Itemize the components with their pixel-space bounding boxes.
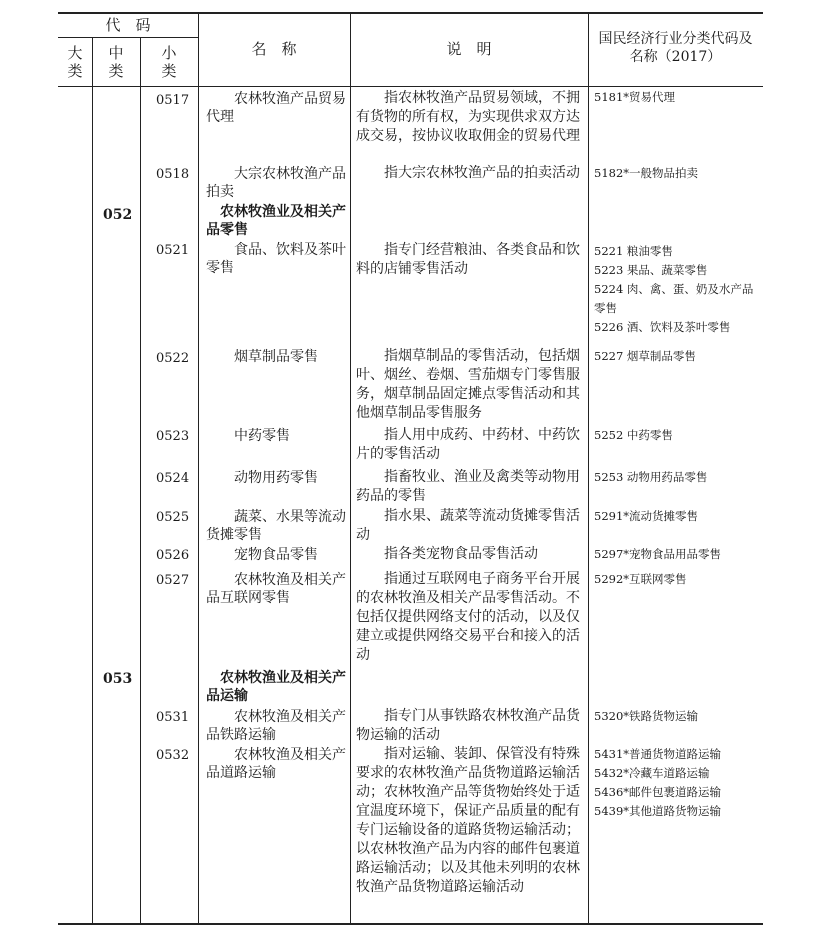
col-divider-4 — [350, 12, 351, 923]
middle-class-code: 053 — [103, 671, 133, 687]
row-name: 中药零售 — [234, 428, 290, 444]
row-name: 动物用药零售 — [234, 470, 318, 486]
col-divider-3 — [198, 12, 199, 923]
row-ref: 5297*宠物食品用品零售 — [594, 547, 722, 561]
header-bottom-border — [58, 86, 763, 87]
row-code: 0518 — [156, 167, 190, 182]
row-name: 食品、饮料及茶叶零售 — [206, 242, 346, 276]
row-ref: 5181*贸易代理 — [594, 90, 676, 104]
middle-class-code: 052 — [103, 207, 133, 223]
row-ref: 5182*一般物品拍卖 — [594, 166, 699, 180]
code-header-divider — [58, 37, 198, 38]
middle-class-name: 农林牧渔业及相关产品零售 — [206, 204, 346, 238]
row-ref: 5227 烟草制品零售 — [594, 349, 696, 363]
row-desc: 指对运输、装卸、保管没有特殊要求的农林牧渔产品货物道路运输活动；农林牧渔产品等货物始终处于适宜温度环境下，保证产品质量的配有专门运输设备的道路货物运输活动；以农林牧渔产品为内容的邮件包裹道路运输活动；以及其他未列明的农林牧渔产品货物道路运输活动 — [356, 746, 580, 895]
row-desc: 指大宗农林牧渔产品的拍卖活动 — [384, 165, 580, 181]
top-border — [58, 12, 763, 14]
header-minor: 小 类 — [161, 44, 177, 80]
row-name: 大宗农林牧渔产品拍卖 — [206, 166, 346, 200]
bottom-border — [58, 923, 763, 925]
row-ref: 5292*互联网零售 — [594, 572, 687, 586]
row-code: 0522 — [156, 351, 190, 366]
row-code: 0523 — [156, 429, 190, 444]
header-desc: 说 明 — [446, 40, 492, 58]
row-ref: 5291*流动货摊零售 — [594, 509, 699, 523]
row-desc: 指人用中成药、中药材、中药饮片的零售活动 — [356, 427, 580, 462]
header-code: 代 码 — [105, 16, 151, 34]
row-ref: 5320*铁路货物运输 — [594, 709, 699, 723]
row-code: 0525 — [156, 510, 190, 525]
row-code: 0526 — [156, 548, 190, 563]
row-code: 0531 — [156, 710, 190, 725]
row-code: 0527 — [156, 573, 190, 588]
col-divider-5 — [588, 12, 589, 923]
header-ref: 国民经济行业分类代码及 名称（2017） — [598, 31, 753, 65]
row-ref: 5431*普通货物道路运输 5432*冷藏车道路运输 5436*邮件包裹道路运输 5439*其他道路货物运输 — [594, 747, 722, 818]
row-name: 农林牧渔及相关产品铁路运输 — [206, 709, 346, 743]
header-major: 大 类 — [67, 44, 83, 80]
row-ref: 5253 动物用药品零售 — [594, 470, 708, 484]
row-desc: 指通过互联网电子商务平台开展的农林牧渔及相关产品零售活动。不包括仅提供网络支付的活动，以及仅建立或提供网络交易平台和接入的活动 — [356, 571, 580, 663]
row-desc: 指专门从事铁路农林牧渔产品货物运输的活动 — [356, 708, 580, 743]
row-code: 0521 — [156, 243, 190, 258]
row-desc: 指水果、蔬菜等流动货摊零售活动 — [356, 508, 580, 543]
header-middle: 中 类 — [108, 44, 124, 80]
row-ref: 5221 粮油零售 5223 果品、蔬菜零售 5224 肉、禽、蛋、奶及水产品零售 5226 酒、饮料及茶叶零售 — [594, 244, 754, 334]
row-desc: 指专门经营粮油、各类食品和饮料的店铺零售活动 — [356, 242, 580, 277]
header-name: 名 称 — [251, 40, 297, 58]
row-name: 烟草制品零售 — [234, 349, 318, 365]
col-divider-1 — [92, 38, 93, 923]
col-divider-2 — [140, 38, 141, 923]
row-name: 蔬菜、水果等流动货摊零售 — [206, 509, 346, 543]
row-name: 宠物食品零售 — [234, 547, 318, 563]
row-code: 0532 — [156, 748, 190, 763]
row-desc: 指烟草制品的零售活动，包括烟叶、烟丝、卷烟、雪茄烟专门零售服务，烟草制品固定摊点零售活动和其他烟草制品零售服务 — [356, 348, 580, 421]
row-code: 0524 — [156, 471, 190, 486]
row-name: 农林牧渔及相关产品道路运输 — [206, 747, 346, 781]
row-desc: 指农林牧渔产品贸易领域，不拥有货物的所有权，为实现供求双方达成交易，按协议收取佣金的贸易代理 — [356, 90, 580, 144]
row-code: 0517 — [156, 93, 190, 108]
row-name: 农林牧渔产品贸易代理 — [206, 91, 346, 125]
row-desc: 指畜牧业、渔业及禽类等动物用药品的零售 — [356, 469, 580, 504]
row-desc: 指各类宠物食品零售活动 — [384, 546, 538, 562]
middle-class-name: 农林牧渔业及相关产品运输 — [206, 670, 346, 704]
row-name: 农林牧渔及相关产品互联网零售 — [206, 572, 346, 606]
row-ref: 5252 中药零售 — [594, 428, 673, 442]
